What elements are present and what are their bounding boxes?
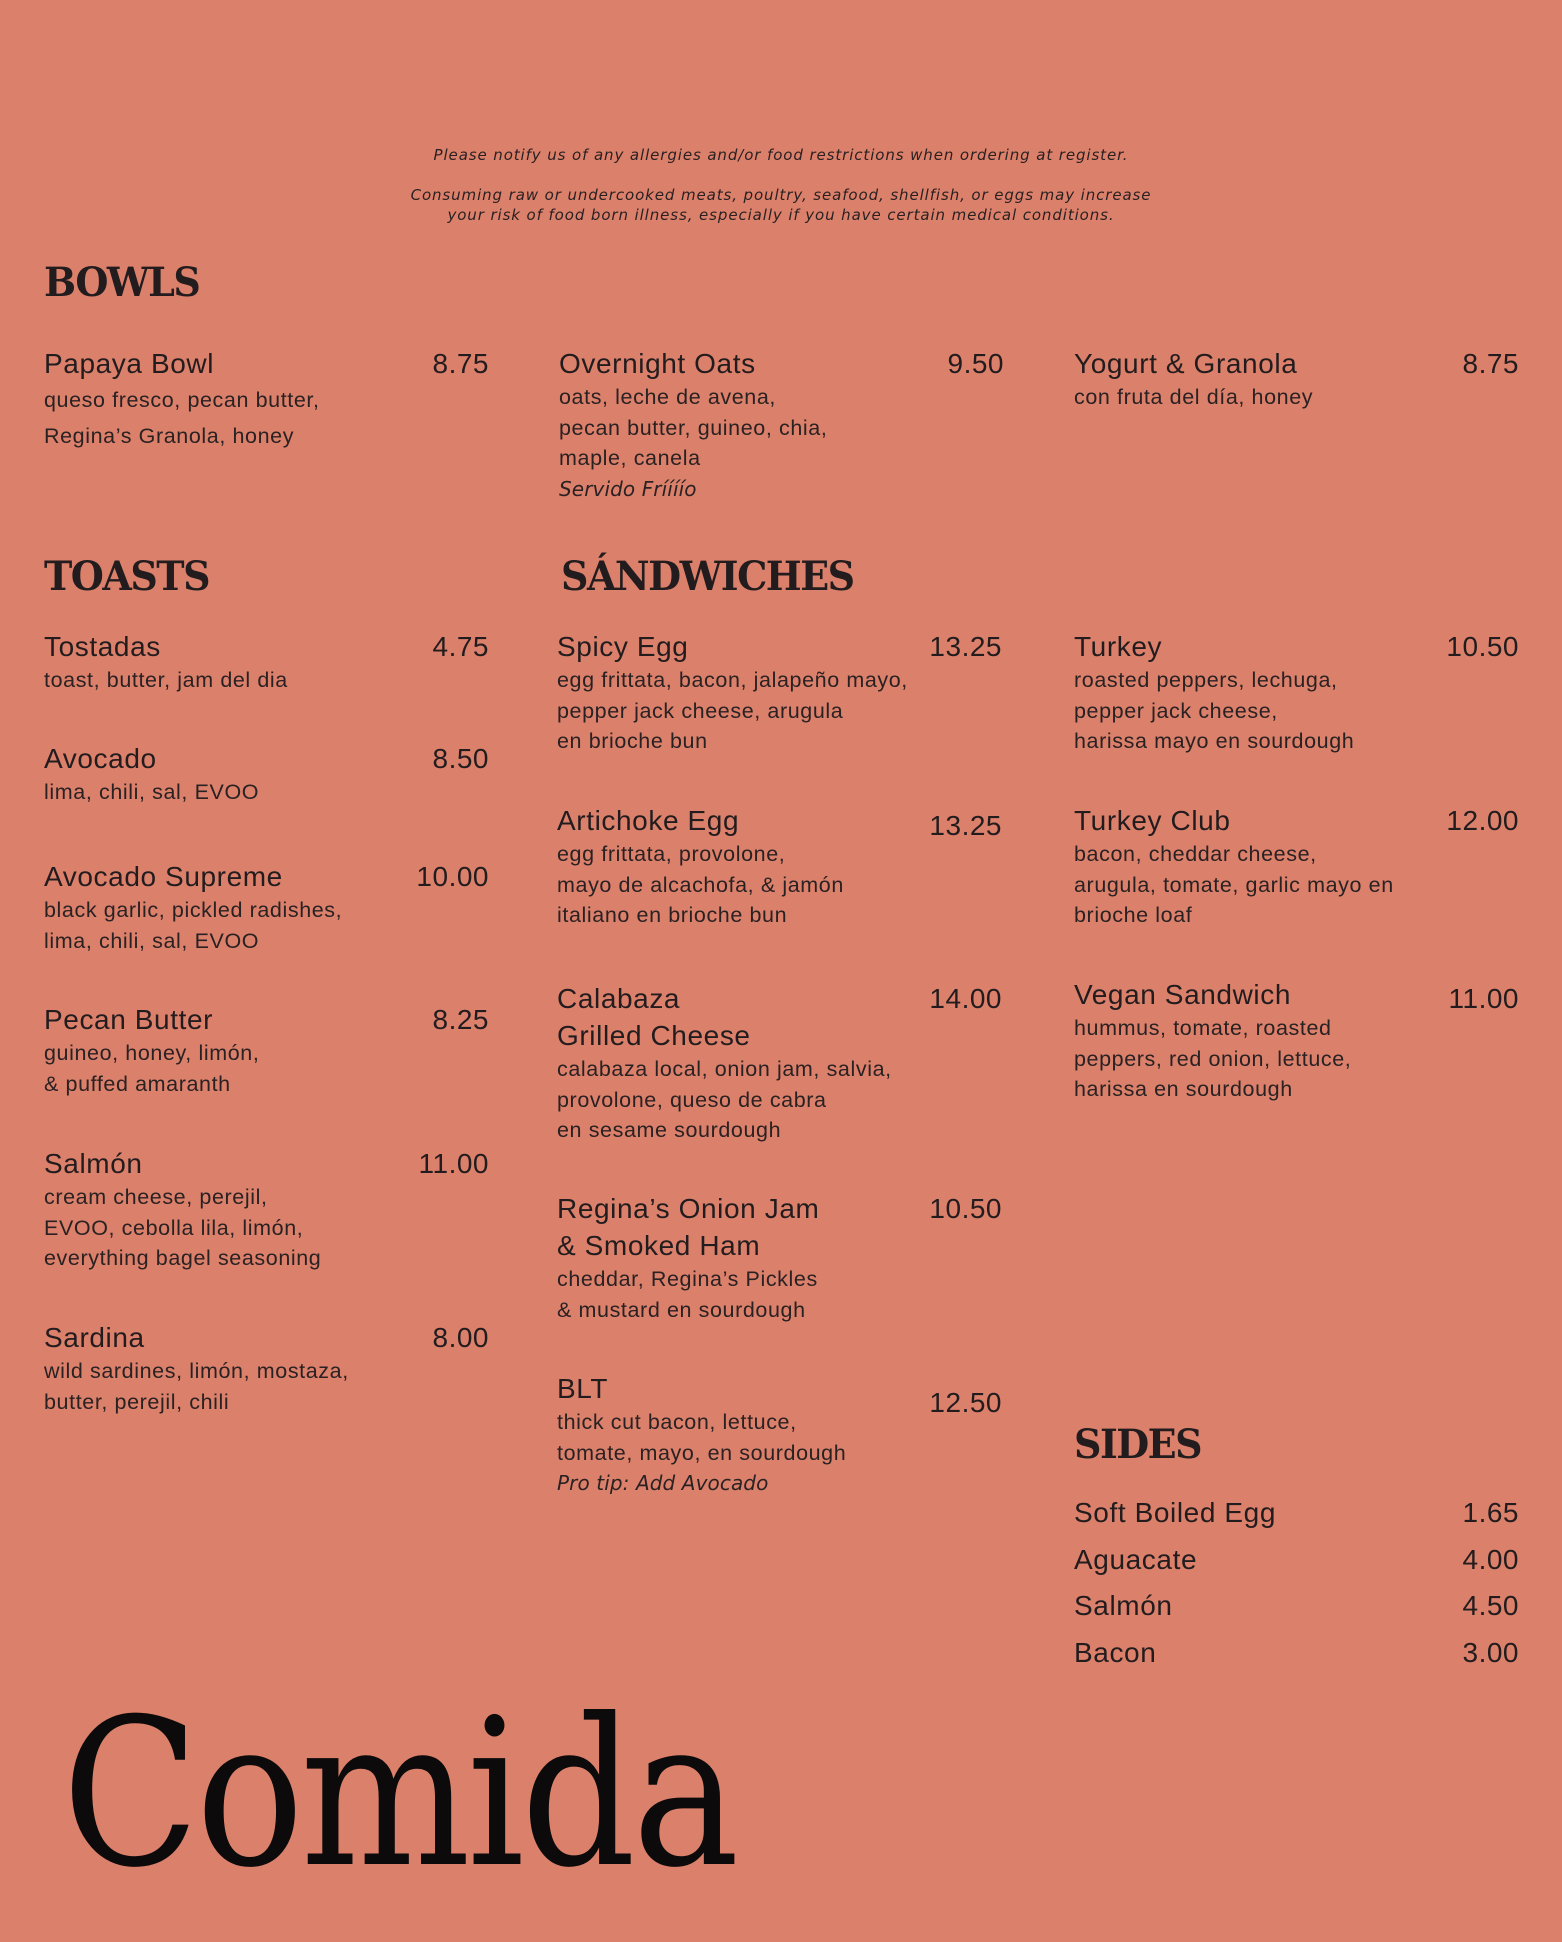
item-desc-line: cheddar, Regina’s Pickles	[557, 1267, 818, 1291]
side-item-aguacate	[1074, 1537, 1519, 1583]
menu-item-spicy-egg	[557, 628, 1002, 757]
menu-item-avocado-supreme	[44, 858, 489, 956]
item-desc-line: Regina’s Granola, honey	[44, 424, 295, 448]
menu-item-tostadas	[44, 628, 489, 696]
item-name: Salmón	[44, 1148, 143, 1179]
item-price: 8.25	[432, 1004, 489, 1035]
item-price: 14.00	[929, 983, 1002, 1014]
item-name-line: Grilled Cheese	[557, 1020, 751, 1051]
item-name: Sardina	[44, 1322, 145, 1353]
side-item-bacon	[1074, 1630, 1519, 1676]
item-desc-line: guineo, honey, limón,	[44, 1041, 260, 1065]
page-title: Comida	[62, 1676, 736, 1913]
item-price: 1.65	[1462, 1497, 1519, 1528]
allergy-notice: Please notify us of any allergies and/or food restrictions when ordering at register.	[433, 146, 1129, 164]
menu-item-blt	[557, 1370, 1002, 1498]
section-title-sides: SIDES	[1074, 1420, 1202, 1468]
item-name: Turkey Club	[1074, 805, 1231, 836]
item-price: 8.75	[432, 348, 489, 379]
item-price: 3.00	[1462, 1637, 1519, 1668]
menu-item-papaya-bowl	[44, 345, 489, 454]
item-price: 4.75	[432, 631, 489, 662]
item-name: Vegan Sandwich	[1074, 979, 1292, 1010]
item-name: Tostadas	[44, 631, 161, 662]
item-desc-line: harissa en sourdough	[1074, 1077, 1293, 1101]
item-name: Avocado	[44, 743, 157, 774]
menu-item-yogurt-granola	[1074, 345, 1519, 413]
item-name: Pecan Butter	[44, 1004, 214, 1035]
item-name: Papaya Bowl	[44, 348, 215, 379]
item-desc-line: thick cut bacon, lettuce,	[557, 1410, 797, 1434]
item-name-line: Calabaza	[557, 983, 681, 1014]
raw-food-notice-line2: your risk of food born illness, especially if you have certain medical conditions.	[447, 206, 1115, 224]
item-desc-line: pecan butter, guineo, chia,	[559, 415, 828, 440]
item-name-line: Regina’s Onion Jam	[557, 1193, 820, 1224]
menu-item-turkey-club	[1074, 802, 1519, 931]
item-desc-line: hummus, tomate, roasted	[1074, 1016, 1332, 1040]
item-name: Yogurt & Granola	[1074, 348, 1298, 379]
item-price: 9.50	[947, 348, 1004, 379]
item-price: 4.00	[1462, 1544, 1519, 1575]
item-desc-line: queso fresco, pecan butter,	[44, 388, 320, 412]
item-desc-line: arugula, tomate, garlic mayo en	[1074, 872, 1394, 897]
item-desc-line: provolone, queso de cabra	[557, 1087, 827, 1112]
item-desc-line: roasted peppers, lechuga,	[1074, 668, 1338, 692]
item-note: Servido Fríííío	[559, 476, 697, 501]
item-name: BLT	[557, 1373, 609, 1404]
item-desc-line: maple, canela	[559, 446, 701, 470]
item-desc-line: pepper jack cheese, arugula	[557, 698, 844, 723]
item-price: 8.75	[1462, 348, 1519, 379]
menu-item-salmon	[44, 1145, 489, 1274]
item-desc-line: egg frittata, bacon, jalapeño mayo,	[557, 668, 908, 692]
item-name: Overnight Oats	[559, 348, 756, 379]
menu-item-pecan-butter	[44, 1001, 489, 1099]
item-desc-line: toast, butter, jam del dia	[44, 668, 288, 692]
raw-food-notice-line1: Consuming raw or undercooked meats, poultry, seafood, shellfish, or eggs may increase	[410, 186, 1152, 204]
item-desc-line: peppers, red onion, lettuce,	[1074, 1046, 1352, 1071]
item-price: 10.50	[1446, 631, 1519, 662]
menu-item-avocado	[44, 740, 489, 808]
item-price: 13.25	[929, 810, 1002, 841]
menu-item-onion-jam-smoked-ham	[557, 1190, 1002, 1325]
menu-item-turkey	[1074, 628, 1519, 757]
item-desc-line: en brioche bun	[557, 729, 708, 753]
item-desc-line: bacon, cheddar cheese,	[1074, 842, 1317, 866]
menu-item-overnight-oats	[559, 345, 1004, 504]
item-price: 12.50	[929, 1387, 1002, 1418]
item-name: Soft Boiled Egg	[1074, 1497, 1277, 1528]
item-name: Spicy Egg	[557, 631, 689, 662]
item-name: Avocado Supreme	[44, 861, 283, 892]
item-price: 11.00	[418, 1148, 489, 1179]
item-desc-line: wild sardines, limón, mostaza,	[44, 1359, 349, 1383]
item-desc-line: harissa mayo en sourdough	[1074, 729, 1355, 753]
section-title-sandwiches: SÁNDWICHES	[561, 552, 854, 600]
side-item-salmon	[1074, 1583, 1519, 1629]
item-desc-line: con fruta del día, honey	[1074, 385, 1314, 409]
menu-item-artichoke-egg	[557, 802, 1002, 931]
menu-item-calabaza-grilled-cheese	[557, 980, 1002, 1146]
item-name: Aguacate	[1074, 1544, 1198, 1575]
item-desc-line: black garlic, pickled radishes,	[44, 898, 343, 922]
item-price: 10.50	[929, 1193, 1002, 1224]
item-desc-line: EVOO, cebolla lila, limón,	[44, 1215, 304, 1240]
item-name: Artichoke Egg	[557, 805, 740, 836]
item-price: 12.00	[1446, 805, 1519, 836]
item-name: Bacon	[1074, 1637, 1157, 1668]
item-desc-line: & mustard en sourdough	[557, 1297, 806, 1322]
item-desc-line: en sesame sourdough	[557, 1118, 782, 1142]
item-desc-line: oats, leche de avena,	[559, 385, 776, 409]
item-desc-line: brioche loaf	[1074, 903, 1193, 927]
item-name: Turkey	[1074, 631, 1163, 662]
menu-item-vegan-sandwich	[1074, 976, 1519, 1105]
item-name-line: & Smoked Ham	[557, 1230, 761, 1261]
item-desc-line: & puffed amaranth	[44, 1071, 231, 1096]
menu-item-sardina	[44, 1319, 489, 1417]
item-name: Salmón	[1074, 1590, 1173, 1621]
item-desc-line: butter, perejil, chili	[44, 1389, 230, 1414]
item-desc-line: tomate, mayo, en sourdough	[557, 1440, 847, 1465]
item-desc-line: pepper jack cheese,	[1074, 698, 1278, 723]
item-desc-line: mayo de alcachofa, & jamón	[557, 872, 844, 897]
section-title-toasts: TOASTS	[44, 552, 210, 600]
item-note: Pro tip: Add Avocado	[557, 1471, 769, 1495]
item-price: 8.00	[432, 1322, 489, 1353]
item-desc-line: everything bagel seasoning	[44, 1246, 322, 1270]
item-desc-line: lima, chili, sal, EVOO	[44, 928, 260, 953]
section-title-bowls: BOWLS	[44, 258, 200, 306]
item-desc-line: cream cheese, perejil,	[44, 1185, 268, 1209]
item-price: 8.50	[432, 743, 489, 774]
item-price: 10.00	[416, 861, 489, 892]
side-item-soft-boiled-egg	[1074, 1490, 1519, 1536]
item-price: 4.50	[1462, 1590, 1519, 1621]
item-price: 13.25	[929, 631, 1002, 662]
item-desc-line: lima, chili, sal, EVOO	[44, 780, 260, 804]
item-price: 11.00	[1448, 983, 1519, 1014]
item-desc-line: calabaza local, onion jam, salvia,	[557, 1057, 892, 1081]
item-desc-line: italiano en brioche bun	[557, 903, 788, 927]
item-desc-line: egg frittata, provolone,	[557, 842, 786, 866]
